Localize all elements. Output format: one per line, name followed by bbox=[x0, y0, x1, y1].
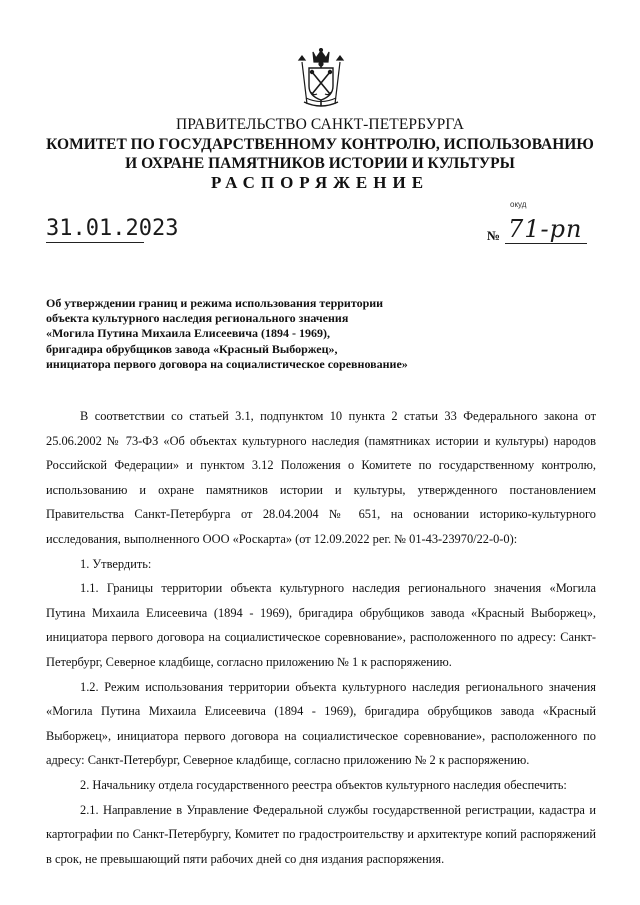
clause-1-1: 1.1. Границы территории объекта культурного наследия регионального значения «Могила Путина Михаила Елисеевича (1894 - 1969), бригадира обрубщиков завода «Красный Выборжец», инициатора первого договора на социалистическое соревнование», расположенного по адресу: Санкт-Петербург, Северное кладбище, согласно приложению № 1 к распоряжению. bbox=[46, 581, 596, 669]
committee-title-line2: И ОХРАНЕ ПАМЯТНИКОВ ИСТОРИИ И КУЛЬТУРЫ bbox=[125, 155, 515, 172]
government-title: ПРАВИТЕЛЬСТВО САНКТ-ПЕТЕРБУРГА bbox=[175, 116, 465, 133]
clause-2: 2. Начальнику отдела государственного реестра объектов культурного наследия обеспечить: bbox=[80, 777, 567, 792]
committee-title bbox=[0, 135, 640, 173]
document-number: 71-рп bbox=[508, 215, 583, 243]
document-subject bbox=[46, 296, 466, 372]
date-underline bbox=[46, 242, 144, 243]
committee-title-line1: КОМИТЕТ ПО ГОСУДАРСТВЕННОМУ КОНТРОЛЮ, ИСПОЛЬЗОВАНИЮ bbox=[46, 136, 594, 153]
okud-label: окуд bbox=[510, 200, 527, 209]
subject-line: инициатора первого договора на социалистическое соревнование» bbox=[46, 356, 408, 371]
document-date: 31.01.2023 bbox=[46, 216, 179, 241]
subject-line: бригадира обрубщиков завода «Красный Выборжец», bbox=[46, 341, 338, 356]
coat-of-arms-emblem bbox=[296, 48, 346, 110]
subject-line: «Могила Путина Михаила Елисеевича (1894 - 1969), bbox=[46, 326, 330, 341]
preamble-paragraph: В соответствии со статьей 3.1, подпунктом 10 пункта 2 статьи 33 Федерального закона от 25.06.2002 № 73-ФЗ «Об объектах культурного наследия (памятниках истории и культуры) народов Российской Федерации» и пунктом 3.12 Положения о Комитете по государственному контролю, использованию и охране памятников истории и культуры, утвержденного постановлением Правительства Санкт-Петербурга от 28.04.2004 № 651, на основании историко-культурного исследования, выполненного ООО «Роскарта» (от 12.09.2022 рег. № 01-43-23970/22-0-0): bbox=[46, 409, 596, 546]
document-type-title: РАСПОРЯЖЕНИЕ bbox=[210, 173, 430, 192]
number-underline bbox=[505, 243, 587, 244]
clause-2-1: 2.1. Направление в Управление Федеральной службы государственной регистрации, кадастра и картографии по Санкт-Петербургу, Комитет по градостроительству и архитектуре копий распоряжений в срок, не превышающий пяти рабочих дней со дня издания распоряжения. bbox=[46, 802, 596, 866]
clause-1: 1. Утвердить: bbox=[80, 556, 152, 571]
subject-line: объекта культурного наследия регионального значения bbox=[46, 311, 349, 326]
subject-line: Об утверждении границ и режима использования территории bbox=[46, 296, 384, 310]
clause-1-2: 1.2. Режим использования территории объекта культурного наследия регионального значения «Могила Путина Михаила Елисеевича (1894 - 1969), бригадира обрубщиков завода «Красный Выборжец», инициатора первого договора на социалистическое соревнование», расположенного по адресу: Санкт-Петербург, Северное кладбище, согласно приложению № 2 к распоряжению. bbox=[46, 679, 596, 768]
number-sign: № bbox=[487, 228, 501, 243]
document-body bbox=[46, 404, 596, 871]
